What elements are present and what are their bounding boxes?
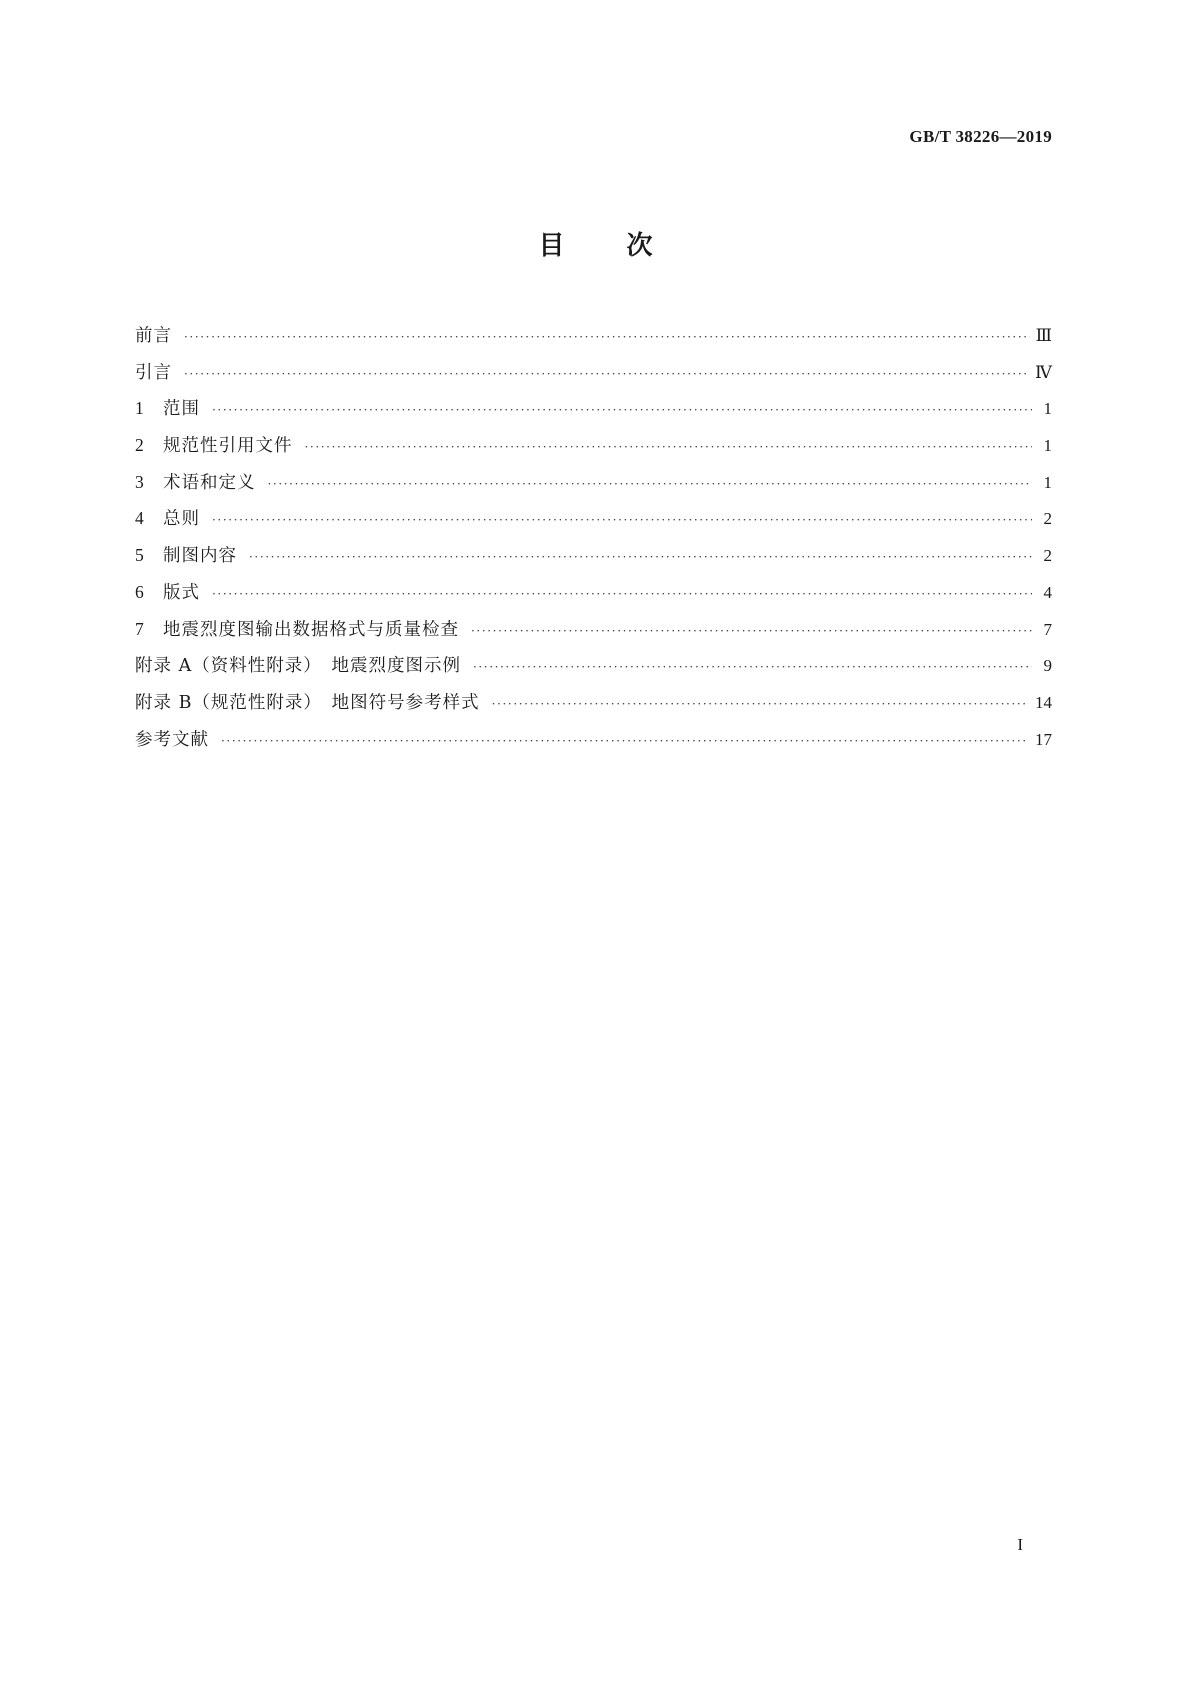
toc-entry-output-data-format[interactable] [135,616,1052,653]
title-char-1: 目 [538,231,565,261]
toc-entry-label: 地震烈度图输出数据格式与质量检查 [163,619,459,640]
title-char-2: 次 [626,231,653,261]
toc-entry-number: 3 [135,471,144,492]
dot-leader [305,440,1033,454]
dot-leader [249,550,1032,564]
toc-entry-label: 总则 [163,509,200,530]
toc-entry-bibliography[interactable] [135,726,1052,763]
toc-entry-label: 参考文献 [135,729,209,750]
toc-entry-page: 1 [1043,399,1052,419]
toc-entry-page: 2 [1043,509,1052,529]
dot-leader [212,587,1032,601]
page-title [0,225,1191,262]
toc-entry-general[interactable] [135,505,1052,542]
toc-entry-page: 7 [1043,619,1052,639]
table-of-contents [135,322,1052,762]
toc-entry-number: 6 [135,581,144,602]
toc-entry-introduction[interactable] [135,359,1052,396]
toc-entry-label: 规范性引用文件 [163,436,293,457]
dot-leader [221,734,1029,748]
toc-entry-number: 2 [135,435,144,456]
toc-entry-number: 4 [135,508,144,529]
dot-leader [492,697,1029,711]
toc-entry-label: 版式 [163,582,200,603]
toc-entry-page: 9 [1043,656,1052,676]
dot-leader [268,477,1033,491]
toc-entry-label: 制图内容 [163,546,237,567]
toc-entry-annex-a[interactable] [135,652,1052,689]
dot-leader [184,330,1030,344]
dot-leader [473,660,1032,674]
dot-leader [212,403,1032,417]
toc-entry-page: 1 [1043,472,1052,492]
dot-leader [471,624,1032,638]
toc-entry-page: 14 [1035,692,1052,712]
toc-entry-page: 2 [1043,546,1052,566]
toc-entry-page: Ⅲ [1035,326,1052,345]
page-number: I [1017,1535,1023,1554]
toc-entry-number: 7 [135,618,144,639]
toc-entry-map-content[interactable] [135,542,1052,579]
toc-entry-page: Ⅳ [1035,362,1052,382]
toc-entry-label: 附录 A（资料性附录） 地震烈度图示例 [135,656,461,677]
toc-entry-label: 引言 [135,362,172,383]
toc-entry-label: 前言 [135,326,172,346]
toc-entry-scope[interactable] [135,395,1052,432]
dot-leader [184,367,1029,381]
toc-entry-normative-references[interactable] [135,432,1052,469]
toc-entry-layout[interactable] [135,579,1052,616]
standard-code: GB/T 38226—2019 [909,127,1052,146]
dot-leader [212,513,1032,527]
toc-entry-label: 范围 [163,399,200,420]
toc-entry-number: 5 [135,545,144,566]
toc-entry-label: 术语和定义 [163,472,256,493]
toc-entry-foreword[interactable] [135,322,1052,359]
toc-entry-number: 1 [135,398,144,419]
toc-entry-annex-b[interactable] [135,689,1052,726]
toc-entry-page: 17 [1035,729,1052,749]
toc-entry-page: 4 [1043,582,1052,602]
toc-entry-label: 附录 B（规范性附录） 地图符号参考样式 [135,692,480,713]
toc-entry-page: 1 [1043,436,1052,456]
toc-entry-terms-definitions[interactable] [135,469,1052,506]
